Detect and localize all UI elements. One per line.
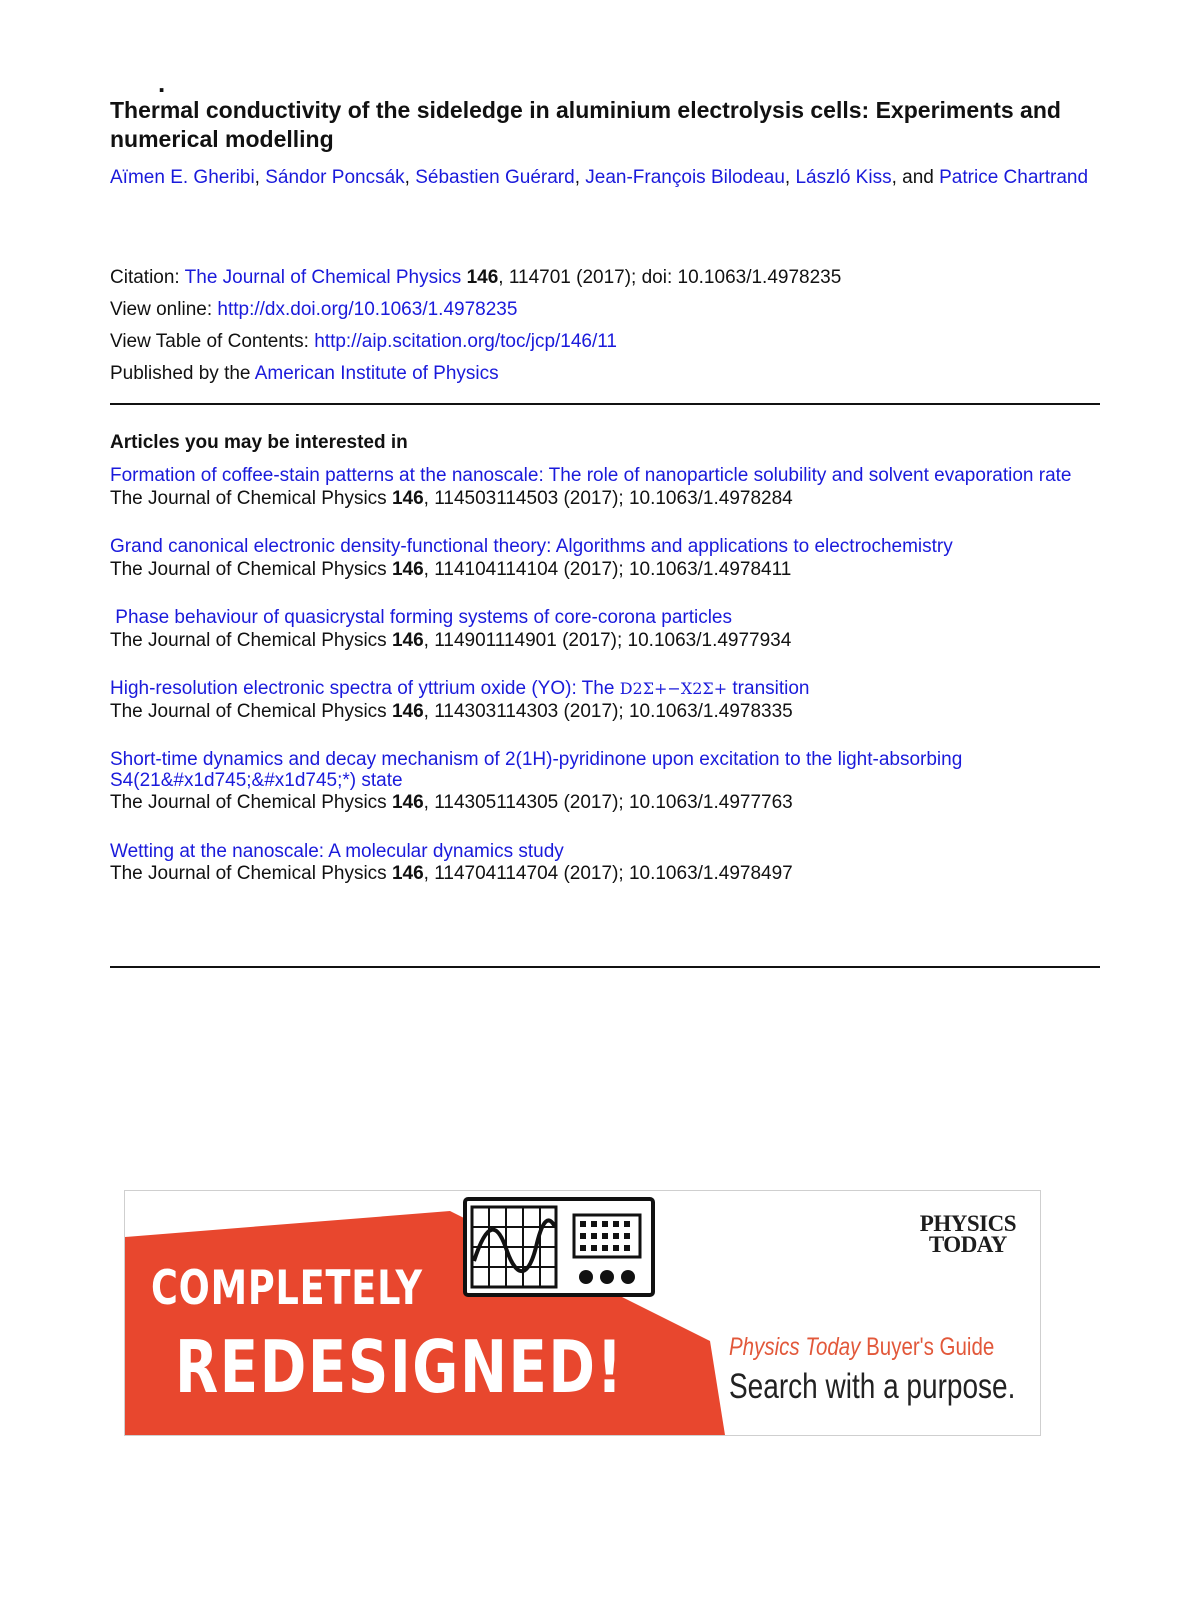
citation-details: , 114305114305 (2017); 10.1063/1.4977763 [423, 792, 793, 813]
list-item [110, 608, 1100, 651]
physics-today-logo [920, 1213, 1016, 1255]
related-article-citation [110, 489, 1100, 510]
citation-details: , 114704114704 (2017); 10.1063/1.4978497 [423, 863, 793, 884]
view-online-line [110, 294, 1090, 326]
list-item [110, 466, 1100, 509]
author-link[interactable]: László Kiss [795, 167, 892, 188]
author-separator: , [254, 167, 266, 188]
related-article-link[interactable] [110, 678, 810, 699]
citation-journal: The Journal of Chemical Physics [110, 700, 392, 722]
toc-label: View Table of Contents: [110, 331, 315, 352]
citation-volume: 146 [466, 267, 499, 288]
related-article-title: High-resolution electronic spectra of yttrium oxide (YO): The [110, 678, 620, 699]
citation-volume: 146 [391, 792, 424, 813]
ad-headline-line2: REDESIGNED! [175, 1325, 624, 1409]
author-link[interactable]: Sébastien Guérard [415, 167, 575, 188]
related-article-link[interactable]: Phase behaviour of quasicrystal forming systems of core-corona particles [110, 607, 732, 628]
ad-guide-brand: Physics Today [729, 1333, 861, 1361]
publisher-link[interactable]: American Institute of Physics [254, 363, 499, 384]
related-article-link[interactable]: Wetting at the nanoscale: A molecular dynamics study [110, 840, 564, 862]
view-online-label: View online: [110, 299, 218, 320]
math-formula: D2Σ+−X2Σ+ [619, 679, 728, 698]
ad-tagline: Search with a purpose. [729, 1367, 1016, 1406]
view-online-link[interactable]: http://dx.doi.org/10.1063/1.4978235 [217, 299, 518, 320]
list-item [110, 537, 1100, 580]
publisher-line [110, 358, 1090, 390]
related-articles-heading: Articles you may be interested in [110, 432, 408, 453]
citation-journal: The Journal of Chemical Physics [110, 487, 392, 509]
list-item [110, 679, 1100, 722]
related-article-title-tail: transition [727, 678, 810, 699]
citation-volume: 146 [391, 487, 424, 509]
author-and: , and [891, 167, 940, 188]
citation-volume: 146 [391, 700, 424, 722]
related-article-link[interactable]: Short-time dynamics and decay mechanism of 2(1H)-pyridinone upon excitation to the light-absorbing S4(21&#x1d745;&#x1d745;*) state [110, 749, 963, 791]
author-link[interactable]: Sándor Poncsák [265, 167, 405, 188]
related-article-citation [110, 560, 1100, 581]
divider-bottom [110, 966, 1100, 968]
author-list [110, 167, 1090, 188]
citation-label: Citation: [110, 267, 185, 288]
related-articles-list [110, 466, 1100, 913]
citation-volume: 146 [391, 558, 424, 580]
related-article-citation [110, 864, 1100, 885]
ad-guide-rest: Buyer's Guide [860, 1333, 995, 1361]
citation-volume: 146 [391, 863, 424, 884]
logo-line: PHYSICS [919, 1211, 1016, 1236]
citation-details: , 114701 (2017); doi: 10.1063/1.4978235 [498, 267, 842, 288]
citation-volume: 146 [391, 629, 424, 651]
divider-top [110, 403, 1100, 405]
citation-block [110, 262, 1090, 390]
journal-link[interactable]: The Journal of Chemical Physics [184, 267, 462, 288]
related-article-link[interactable]: Formation of coffee-stain patterns at the nanoscale: The role of nanoparticle solubility and solvent evaporation rate [110, 465, 1072, 486]
citation-details: , 114901114901 (2017); 10.1063/1.4977934 [423, 629, 792, 651]
citation-journal: The Journal of Chemical Physics [110, 792, 392, 813]
keypad-icon [574, 1215, 640, 1284]
publisher-label: Published by the [110, 363, 255, 384]
citation-details: , 114303114303 (2017); 10.1063/1.4978335 [423, 700, 793, 722]
related-article-link[interactable]: Grand canonical electronic density-functional theory: Algorithms and applications to electrochemistry [110, 536, 953, 557]
citation-line [110, 262, 1090, 294]
author-link[interactable]: Jean-François Bilodeau [585, 167, 785, 188]
related-article-citation [110, 793, 1100, 814]
author-link[interactable]: Patrice Chartrand [939, 167, 1089, 188]
article-title: Thermal conductivity of the sideledge in aluminium electrolysis cells: Experiments and numerical modelling [110, 97, 1061, 152]
list-item [110, 750, 1100, 814]
ad-guide-name [729, 1333, 994, 1362]
citation-journal: The Journal of Chemical Physics [110, 629, 392, 651]
oscilloscope-screen-icon [472, 1207, 556, 1287]
author-separator: , [404, 167, 416, 188]
ad-headline-line1: COMPLETELY [151, 1261, 423, 1316]
related-article-citation [110, 631, 1100, 652]
author-separator: , [574, 167, 586, 188]
logo-line: TODAY [928, 1232, 1007, 1257]
toc-line [110, 326, 1090, 358]
citation-details: , 114104114104 (2017); 10.1063/1.4978411 [423, 558, 792, 580]
toc-link[interactable]: http://aip.scitation.org/toc/jcp/146/11 [314, 331, 617, 352]
page-marker-dot: . [158, 68, 166, 98]
advertisement-banner[interactable] [124, 1190, 1041, 1436]
related-article-citation [110, 702, 1100, 723]
citation-journal: The Journal of Chemical Physics [110, 863, 392, 884]
list-item [110, 842, 1100, 885]
citation-details: , 114503114503 (2017); 10.1063/1.4978284 [423, 487, 793, 509]
author-link[interactable]: Aïmen E. Gheribi [110, 167, 255, 188]
citation-journal: The Journal of Chemical Physics [110, 558, 392, 580]
author-separator: , [784, 167, 796, 188]
